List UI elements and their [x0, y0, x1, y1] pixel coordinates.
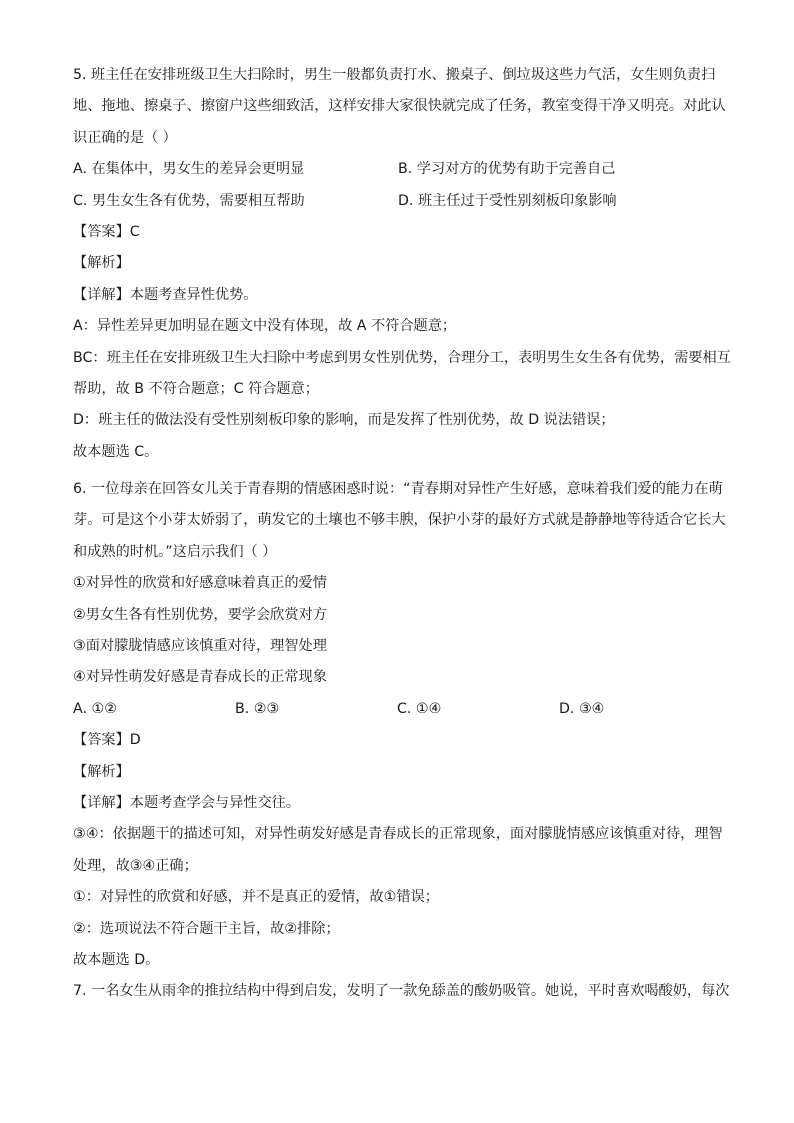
detail-line: ②：选项说法不符合题干主旨，故②排除； — [73, 920, 340, 937]
statement-1: ①对异性的欣赏和好感意味着真正的爱情 — [73, 575, 327, 592]
document-page — [73, 60, 733, 1008]
statement-4: ④对异性萌发好感是青春成长的正常现象 — [73, 669, 327, 686]
option-a: A. 在集体中，男女生的差异会更明显 — [73, 161, 305, 178]
question-stem-line: 和成熟的时机。”这启示我们（ ） — [73, 543, 277, 560]
answer-label: 【答案】C — [73, 223, 140, 240]
detail-line: D：班主任的做法没有受性别刻板印象的影响，而是发挥了性别优势，故 D 说法错误； — [73, 412, 615, 429]
question-6 — [73, 474, 733, 976]
question-stem-line: 5. 班主任在安排班级卫生大扫除时，男生一般都负责打水、搬桌子、倒垃圾这些力气活，女生则负责扫 — [73, 67, 716, 83]
option-a: A. ①② — [73, 700, 117, 717]
option-d: D. 班主任过于受性别刻板印象影响 — [398, 192, 617, 209]
statement-3: ③面对朦胧情感应该慎重对待，理智处理 — [73, 638, 327, 655]
detail-line: A：异性差异更加明显在题文中没有体现，故 A 不符合题意； — [73, 318, 457, 335]
option-row — [73, 694, 733, 725]
detail-line: 故本题选 C。 — [73, 443, 159, 460]
option-c: C. 男生女生各有优势，需要相互帮助 — [73, 192, 305, 209]
detail-line: 处理，故③④正确； — [73, 857, 198, 874]
option-b: B. 学习对方的优势有助于完善自己 — [398, 161, 616, 178]
statement-2: ②男女生各有性别优势，要学会欣赏对方 — [73, 606, 327, 623]
analysis-label: 【解析】 — [73, 763, 130, 780]
question-5 — [73, 60, 733, 468]
question-stem-line: 识正确的是（ ） — [73, 129, 177, 146]
option-c: C. ①④ — [397, 700, 442, 717]
detail-line: 【详解】本题考查学会与异性交往。 — [73, 794, 301, 811]
question-stem-line: 芽。可是这个小芽太娇弱了，萌发它的土壤也不够丰腴，保护小芽的最好方式就是静静地等待适合它长大 — [73, 512, 726, 529]
detail-line: 帮助，故 B 不符合题意；C 符合题意； — [73, 380, 319, 397]
analysis-label: 【解析】 — [73, 255, 130, 272]
detail-line: 故本题选 D。 — [73, 951, 160, 968]
question-stem-line: 地、拖地、擦桌子、擦窗户这些细致活，这样安排大家很快就完成了任务，教室变得干净又明亮。对此认 — [73, 98, 726, 115]
option-d: D. ③④ — [559, 700, 605, 717]
detail-line: ①：对异性的欣赏和好感，并不是真正的爱情，故①错误； — [73, 889, 439, 906]
option-row — [73, 186, 733, 217]
detail-line: BC：班主任在安排班级卫生大扫除中考虑到男女性别优势，合理分工，表明男生女生各有优势，需要相互 — [73, 349, 731, 366]
option-b: B. ②③ — [235, 700, 280, 717]
detail-line: 【详解】本题考查异性优势。 — [73, 286, 258, 303]
detail-line: ③④：依据题干的描述可知，对异性萌发好感是青春成长的正常现象，面对朦胧情感应该慎重对待，理智 — [73, 826, 723, 843]
answer-label: 【答案】D — [73, 732, 141, 749]
question-stem-line: 7. 一名女生从雨伞的推拉结构中得到启发，发明了一款免舔盖的酸奶吸管。她说，平时喜欢喝酸奶，每次 — [73, 983, 730, 1000]
question-7 — [73, 976, 733, 1007]
option-row — [73, 154, 733, 185]
question-stem-line: 6. 一位母亲在回答女儿关于青春期的情感困惑时说：“青春期对异性产生好感，意味着我们爱的能力在萌 — [73, 481, 723, 498]
